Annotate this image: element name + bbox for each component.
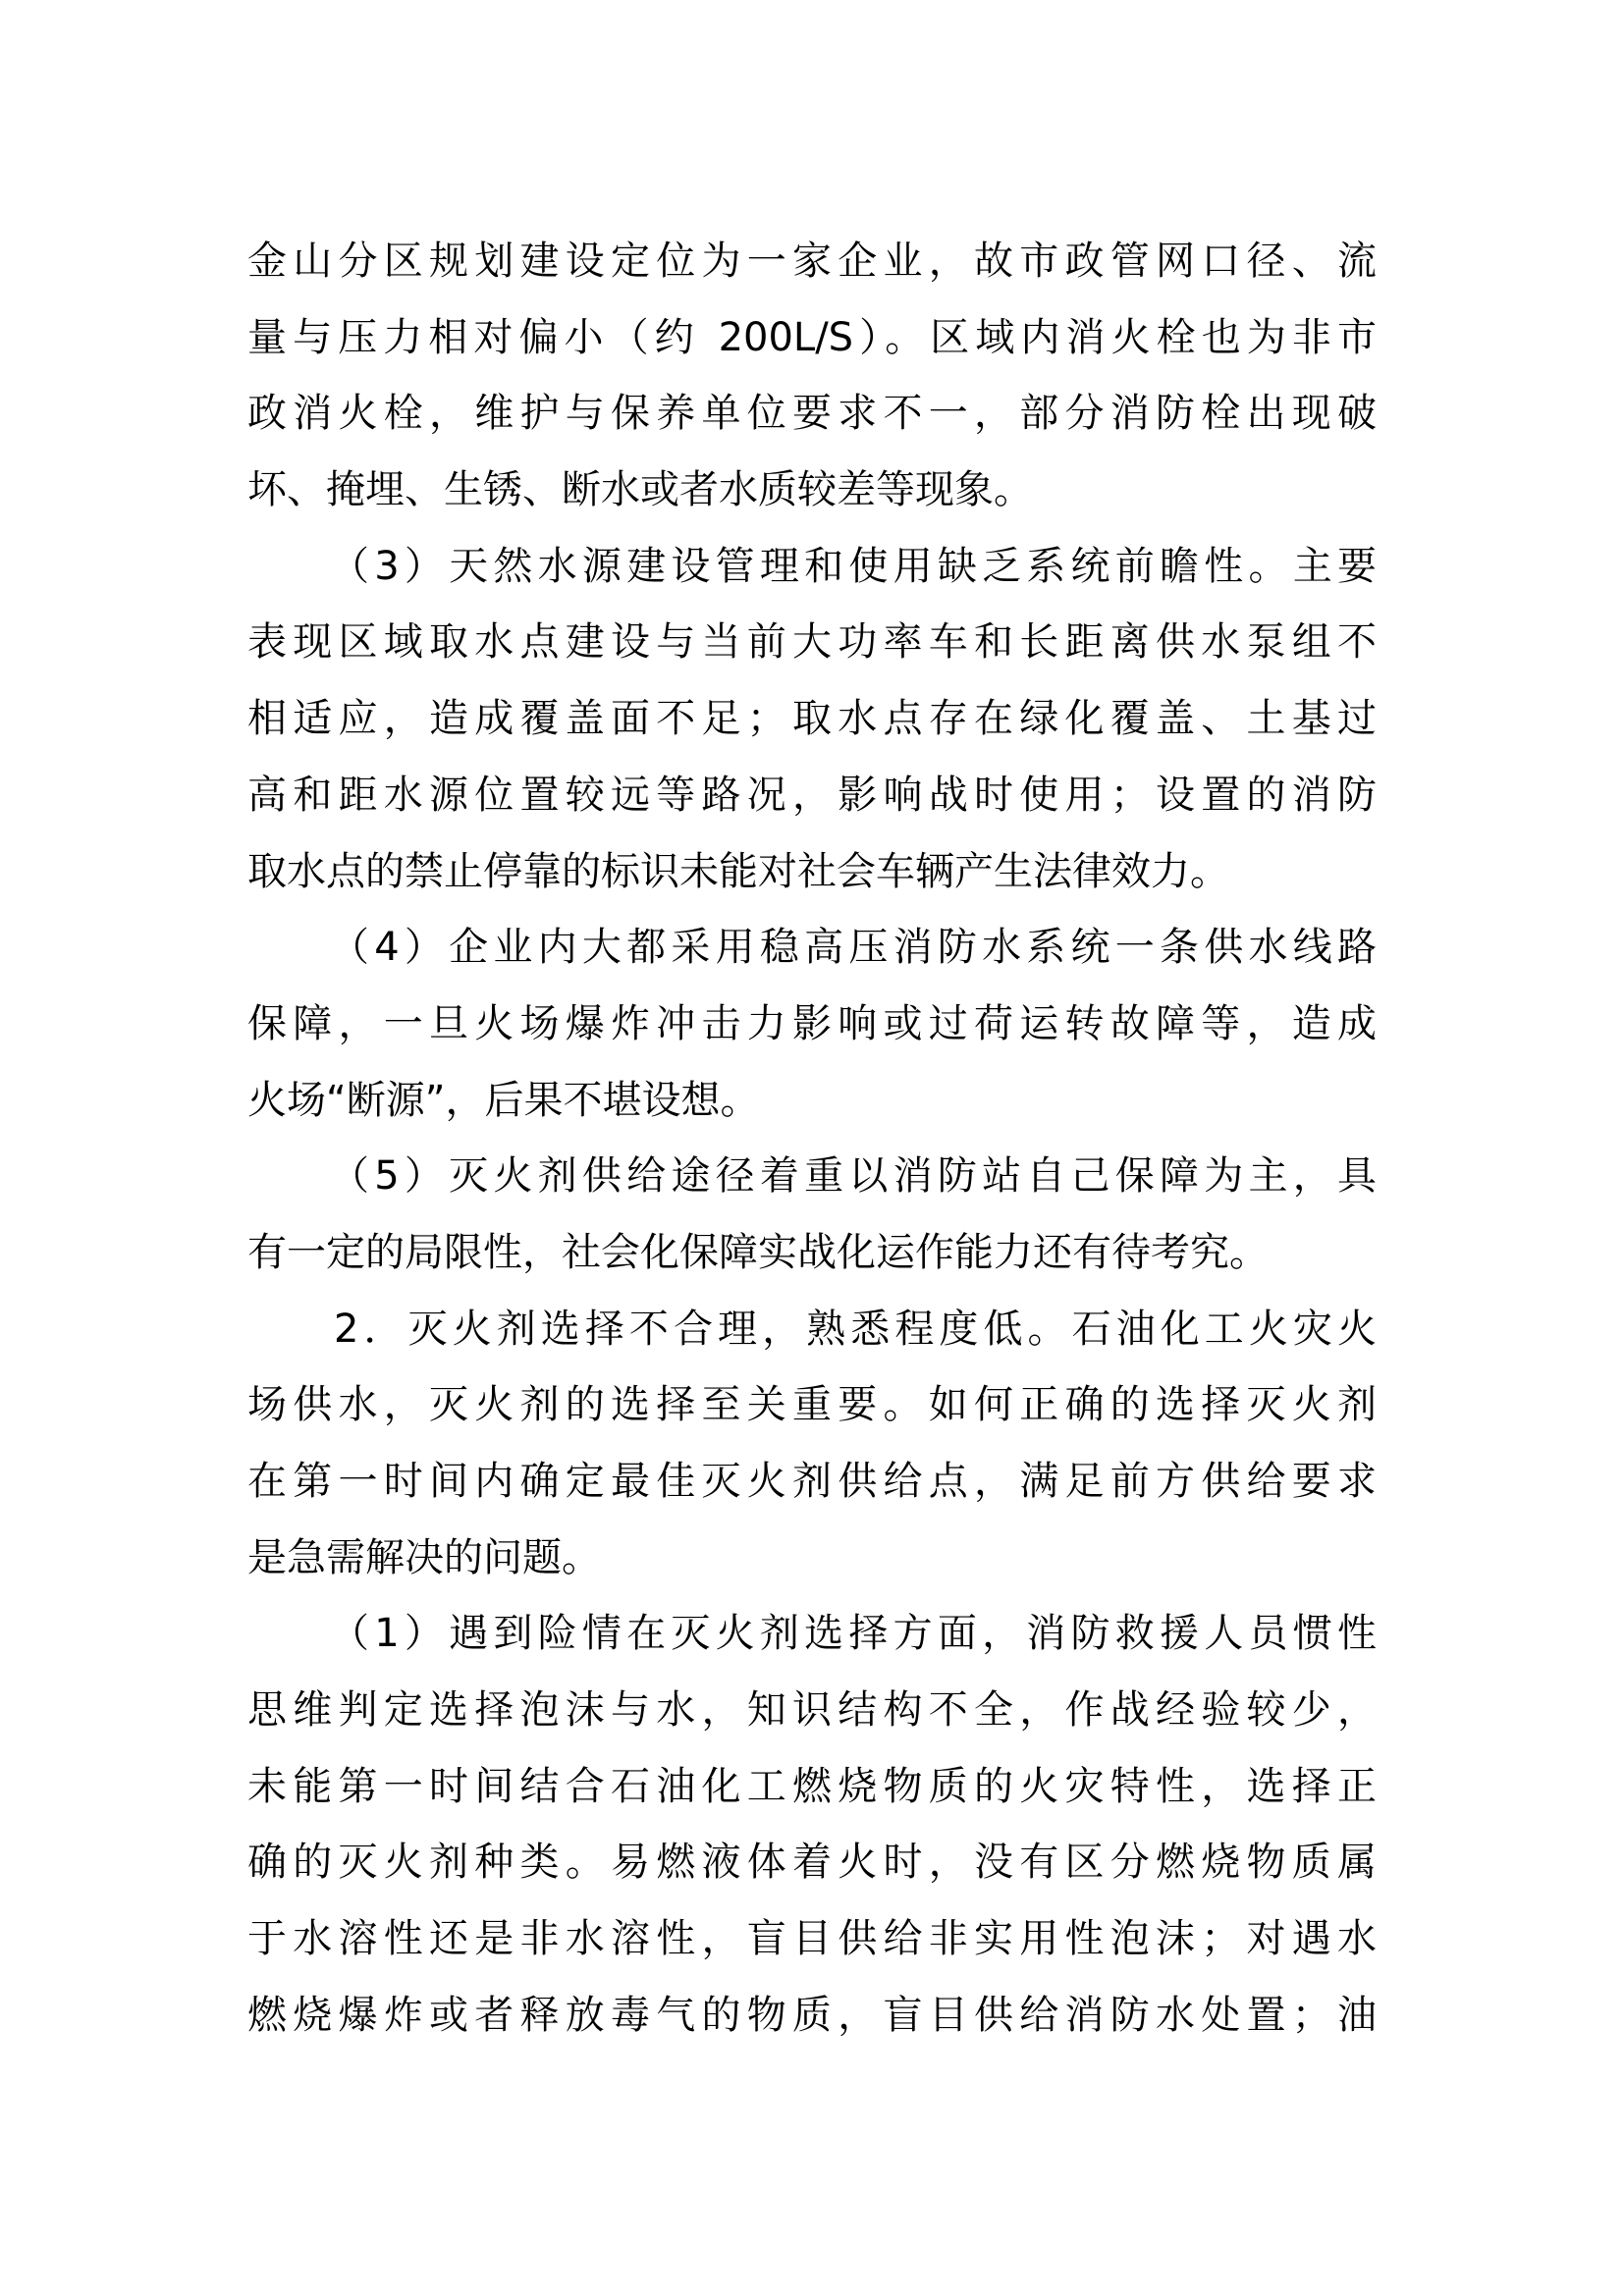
text-line: 表现区域取水点建设与当前大功率车和长距离供水泵组不 (247, 619, 1377, 666)
text-line: 在第一时间内确定最佳灭火剂供给点，满足前方供给要求 (247, 1459, 1377, 1504)
text-line: 金山分区规划建设定位为一家企业，故市政管网口径、流 (247, 239, 1377, 284)
text-line: 思维判定选择泡沫与水，知识结构不全，作战经验较少， (247, 1687, 1377, 1734)
text-line: 火场“断源”，后果不堪设想。 (247, 1077, 760, 1123)
text-line: 政消火栓，维护与保养单位要求不一，部分消防栓出现破 (247, 391, 1377, 437)
text-line: 量与压力相对偏小（约 200L/S）。区域内消火栓也为非市 (247, 314, 1377, 360)
text-line: 于水溶性还是非水溶性，盲目供给非实用性泡沫；对遇水 (247, 1916, 1377, 1962)
section-2-heading-paragraph (247, 1292, 1377, 1597)
text-line: （1）遇到险情在灭火剂选择方面，消防救援人员惯性 (330, 1611, 1377, 1657)
text-line: （5）灭火剂供给途径着重以消防站自己保障为主，具 (330, 1153, 1377, 1200)
text-line: 确的灭火剂种类。易燃液体着火时，没有区分燃烧物质属 (247, 1840, 1377, 1886)
paragraph-hydrant (247, 224, 1377, 529)
text-line: （4）企业内大都采用稳高压消防水系统一条供水线路 (330, 925, 1377, 971)
paragraph-item-4 (247, 910, 1377, 1139)
paragraph-item-3 (247, 529, 1377, 910)
text-line: 保障，一旦火场爆炸冲击力影响或过荷运转故障等，造成 (247, 1000, 1377, 1046)
text-line: （3）天然水源建设管理和使用缺乏系统前瞻性。主要 (330, 543, 1377, 589)
text-line: 未能第一时间结合石油化工燃烧物质的火灾特性，选择正 (247, 1763, 1377, 1809)
text-line: 相适应，造成覆盖面不足；取水点存在绿化覆盖、土基过 (247, 696, 1377, 742)
text-line: 场供水，灭火剂的选择至关重要。如何正确的选择灭火剂 (247, 1382, 1377, 1428)
text-line: 高和距水源位置较远等路况，影响战时使用；设置的消防 (247, 772, 1377, 818)
text-line: 有一定的局限性，社会化保障实战化运作能力还有待考究。 (247, 1229, 1269, 1275)
text-line: 取水点的禁止停靠的标识未能对社会车辆产生法律效力。 (247, 848, 1229, 894)
paragraph-item-5 (247, 1139, 1377, 1291)
text-line: 燃烧爆炸或者释放毒气的物质，盲目供给消防水处置；油 (247, 1992, 1377, 2038)
body-text (247, 224, 1377, 2055)
paragraph-item-1 (247, 1596, 1377, 2054)
text-line: 坏、掩埋、生锈、断水或者水质较差等现象。 (247, 467, 1033, 513)
text-line: 是急需解决的问题。 (247, 1534, 601, 1580)
text-line: 2．灭火剂选择不合理，熟悉程度低。石油化工火灾火 (334, 1306, 1377, 1352)
